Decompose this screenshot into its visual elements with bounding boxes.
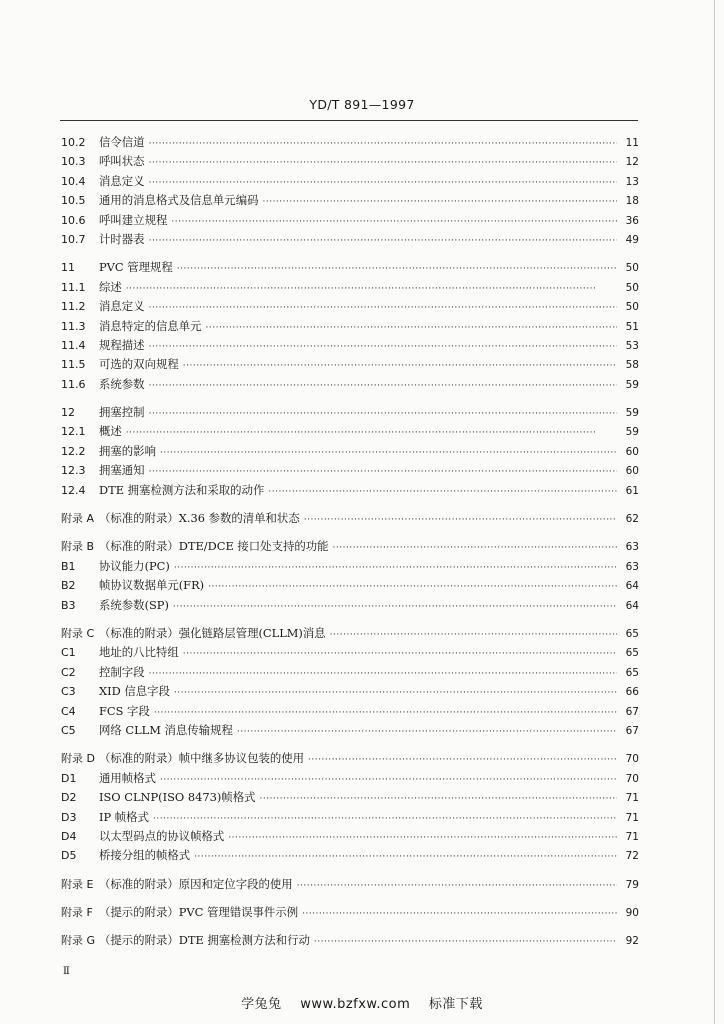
toc-leader-dots (160, 444, 617, 463)
toc-entry[interactable] (61, 808, 639, 827)
toc-entry[interactable] (61, 375, 639, 394)
toc-entry-title: 呼叫建立规程 (99, 212, 168, 227)
toc-entry-number: 11.2 (61, 300, 86, 314)
toc-entry[interactable] (61, 509, 639, 528)
toc-entry-page: 92 (625, 935, 639, 948)
toc-entry-number: 附录 C (61, 626, 95, 640)
toc-leader-dots (149, 232, 617, 251)
toc-entry-page: 67 (625, 724, 639, 737)
toc-entry-page: 71 (625, 792, 639, 805)
toc-entry[interactable] (61, 297, 639, 316)
page-edge-line (714, 0, 715, 1024)
toc-leader-dots (149, 299, 617, 318)
toc-entry-title: 控制字段 (99, 664, 145, 679)
toc-entry-page: 18 (625, 195, 639, 208)
toc-entry-page: 53 (625, 339, 639, 352)
toc-entry-page: 60 (625, 465, 639, 478)
toc-entry[interactable] (61, 827, 639, 846)
toc-entry-number: 12.4 (61, 483, 86, 497)
toc-entry-page: 63 (625, 560, 639, 573)
toc-entry-title: PVC 管理规程 (99, 260, 173, 275)
toc-entry-page: 58 (625, 359, 639, 372)
toc-entry-title: （标准的附录）强化链路层管理(CLLM)消息 (99, 625, 326, 640)
toc-entry-title: 拥塞控制 (99, 405, 145, 420)
toc-entry-title: （标准的附录）帧中继多协议包装的使用 (99, 751, 305, 766)
toc-entry-page: 60 (625, 445, 639, 458)
toc-entry-page: 50 (625, 262, 639, 275)
toc-entry-title: 通用帧格式 (99, 770, 156, 785)
toc-leader-dots (173, 598, 617, 617)
toc-leader-dots (149, 154, 617, 173)
toc-entry-number: C4 (61, 704, 76, 718)
toc-entry-number: 附录 F (61, 906, 93, 920)
toc-entry[interactable] (61, 788, 639, 807)
toc-entry-page: 70 (625, 753, 639, 766)
toc-entry-number: 附录 G (61, 934, 96, 948)
watermark-site: 学兔兔 (241, 997, 282, 1012)
toc-leader-dots (174, 684, 617, 703)
toc-entry-page: 70 (625, 772, 639, 785)
toc-entry-number: C2 (61, 665, 76, 679)
toc-entry-number: 11.4 (61, 338, 86, 352)
toc-entry-page: 11 (625, 137, 639, 149)
toc-entry-page: 71 (625, 830, 639, 843)
toc-leader-dots (297, 877, 617, 896)
toc-entry-page: 71 (625, 811, 639, 824)
toc-leader-dots (177, 260, 617, 279)
toc-entry-number: 附录 E (61, 877, 94, 891)
toc-entry-title: 帧协议数据单元(FR) (99, 578, 205, 593)
toc-entry-number: 附录 A (61, 512, 95, 526)
toc-entry[interactable] (61, 596, 639, 615)
toc-entry-page: 72 (625, 850, 639, 863)
toc-entry-number: 10.5 (61, 194, 86, 208)
toc-entry-number: 10.6 (61, 213, 86, 227)
toc-entry[interactable] (61, 317, 639, 336)
toc-leader-dots (314, 933, 617, 952)
toc-entry-number: 附录 D (61, 752, 95, 766)
toc-leader-dots (183, 645, 617, 664)
toc-entry-number: 11.1 (61, 280, 86, 294)
toc-leader-dots (259, 790, 617, 809)
toc-entry-number: D2 (61, 791, 77, 805)
toc-leader-dots (308, 751, 617, 770)
toc-entry-number: 12.3 (61, 464, 86, 478)
toc-entry-number: 10.7 (61, 232, 86, 246)
page-number: Ⅱ (63, 966, 70, 977)
toc-leader-dots (208, 578, 617, 597)
toc-entry[interactable] (61, 702, 639, 721)
toc-entry-number: D3 (61, 810, 77, 824)
toc-entry[interactable] (61, 278, 639, 297)
toc-entry-number: C5 (61, 723, 76, 737)
toc-entry-page: 61 (625, 484, 639, 497)
toc-entry[interactable] (61, 152, 639, 171)
toc-entry-title: （标准的附录）X.36 参数的清单和状态 (99, 511, 300, 526)
toc-entry-number: D4 (61, 829, 77, 843)
toc-entry-page: 65 (625, 627, 639, 640)
toc-entry-page: 50 (625, 281, 639, 294)
toc-entry-number: C3 (61, 685, 76, 699)
toc-entry-title: XID 信息字段 (99, 684, 170, 699)
toc-entry-title: FCS 字段 (99, 703, 150, 718)
toc-entry[interactable] (61, 481, 639, 500)
toc-entry-title: DTE 拥塞检测方法和采取的动作 (99, 482, 265, 497)
toc-entry-page: 59 (625, 378, 639, 391)
toc-entry-title: 通用的消息格式及信息单元编码 (99, 193, 259, 208)
toc-entry[interactable] (61, 846, 639, 865)
toc-entry[interactable] (61, 336, 639, 355)
toc-leader-dots (149, 377, 617, 396)
toc-leader-dots (194, 848, 617, 867)
toc-entry-number: 10.4 (61, 174, 86, 188)
toc-entry-page: 51 (625, 320, 639, 333)
toc-entry-title: 系统参数(SP) (99, 597, 169, 612)
toc-entry-page: 13 (625, 175, 639, 188)
toc-entry-number: D5 (61, 849, 77, 863)
toc-entry-title: 系统参数 (99, 376, 145, 391)
toc-entry-page: 36 (625, 214, 639, 227)
toc-entry[interactable] (61, 422, 639, 441)
toc-entry-title: 拥塞通知 (99, 463, 145, 478)
toc-entry-title: 消息特定的信息单元 (99, 318, 202, 333)
toc-leader-dots (304, 511, 617, 530)
toc-entry[interactable] (61, 172, 639, 191)
toc-entry[interactable] (61, 403, 639, 422)
toc-entry-page: 64 (625, 580, 639, 593)
toc-entry-title: 消息定义 (99, 173, 145, 188)
toc-entry-number: 11 (61, 261, 75, 275)
toc-entry-page: 66 (625, 686, 639, 699)
toc-entry-number: 12 (61, 406, 75, 420)
toc-entry[interactable] (61, 931, 639, 950)
toc-entry[interactable] (61, 461, 639, 480)
toc-entry-number: B3 (61, 598, 76, 612)
toc-entry-number: 11.3 (61, 319, 86, 333)
toc-entry-title: 消息定义 (99, 299, 145, 314)
toc-leader-dots (174, 559, 617, 578)
toc-entry-page: 90 (625, 907, 639, 920)
toc-entry-number: 12.1 (61, 425, 86, 439)
toc-entry-title: 网络 CLLM 消息传输规程 (99, 722, 233, 737)
table-of-contents (61, 133, 639, 951)
toc-entry-page: 79 (625, 878, 639, 891)
toc-entry-title: ISO CLNP(ISO 8473)帧格式 (99, 790, 256, 805)
toc-entry-page: 50 (625, 301, 639, 314)
toc-entry[interactable] (61, 133, 639, 152)
toc-entry[interactable] (61, 749, 639, 768)
toc-leader-dots (228, 829, 617, 848)
toc-entry-title: （提示的附录）DTE 拥塞检测方法和行动 (99, 933, 310, 948)
toc-leader-dots (126, 280, 617, 299)
toc-entry[interactable] (61, 191, 639, 210)
toc-entry-page: 49 (625, 233, 639, 246)
toc-entry-number: B2 (61, 579, 76, 593)
toc-entry-number: D1 (61, 771, 77, 785)
toc-entry-title: 呼叫状态 (99, 154, 145, 169)
toc-entry[interactable] (61, 875, 639, 894)
toc-entry[interactable] (61, 258, 639, 277)
toc-leader-dots (333, 539, 617, 558)
toc-leader-dots (206, 319, 617, 338)
toc-entry-title: 地址的八比特组 (99, 645, 179, 660)
toc-entry-title: 以太型码点的协议帧格式 (99, 828, 225, 843)
toc-leader-dots (302, 905, 617, 924)
toc-entry-title: 概述 (99, 424, 122, 439)
toc-entry[interactable] (61, 903, 639, 922)
toc-entry-title: 协议能力(PC) (99, 558, 170, 573)
watermark-url[interactable]: www.bzfxw.com (300, 997, 411, 1012)
toc-entry-page: 65 (625, 647, 639, 660)
toc-entry-page: 64 (625, 599, 639, 612)
toc-entry[interactable] (61, 230, 639, 249)
toc-entry[interactable] (61, 355, 639, 374)
toc-leader-dots (237, 723, 617, 742)
toc-leader-dots (149, 135, 617, 154)
toc-entry[interactable] (61, 769, 639, 788)
toc-entry-page: 67 (625, 705, 639, 718)
toc-entry[interactable] (61, 624, 639, 643)
toc-entry[interactable] (61, 682, 639, 701)
toc-entry[interactable] (61, 537, 639, 556)
toc-entry-number: 附录 B (61, 540, 95, 554)
toc-leader-dots (183, 357, 617, 376)
toc-entry-page: 59 (625, 407, 639, 420)
toc-entry-title: 综述 (99, 279, 122, 294)
toc-entry[interactable] (61, 442, 639, 461)
document-header: YD/T 891—1997 (309, 97, 415, 112)
toc-leader-dots (126, 424, 617, 443)
header-rule (60, 120, 638, 121)
toc-entry[interactable] (61, 576, 639, 595)
toc-entry-title: 计时器表 (99, 231, 145, 246)
toc-entry-number: B1 (61, 559, 76, 573)
toc-leader-dots (149, 665, 617, 684)
toc-entry-number: 10.3 (61, 155, 86, 169)
toc-entry-page: 62 (625, 513, 639, 526)
watermark (0, 993, 724, 1012)
toc-entry-page: 12 (625, 156, 639, 169)
toc-entry-number: 10.2 (61, 136, 86, 149)
toc-leader-dots (330, 626, 617, 645)
toc-entry-title: 信令信道 (99, 135, 145, 149)
toc-entry[interactable] (61, 211, 639, 230)
toc-entry-title: 规程描述 (99, 337, 145, 352)
toc-leader-dots (171, 213, 617, 232)
toc-entry-page: 59 (625, 426, 639, 439)
toc-entry-page: 65 (625, 666, 639, 679)
toc-entry-title: 可选的双向规程 (99, 357, 179, 372)
toc-entry-title: IP 帧格式 (99, 809, 149, 824)
toc-entry-title: 桥接分组的帧格式 (99, 848, 191, 863)
toc-entry[interactable] (61, 557, 639, 576)
toc-entry[interactable] (61, 643, 639, 662)
toc-entry-title: （标准的附录）原因和定位字段的使用 (99, 876, 293, 891)
toc-entry-number: C1 (61, 646, 76, 660)
toc-leader-dots (268, 483, 617, 502)
toc-entry[interactable] (61, 663, 639, 682)
toc-leader-dots (149, 338, 617, 357)
toc-entry-number: 11.5 (61, 358, 86, 372)
toc-entry-title: 拥塞的影响 (99, 443, 156, 458)
toc-entry-number: 11.6 (61, 377, 86, 391)
toc-entry[interactable] (61, 721, 639, 740)
toc-leader-dots (149, 405, 617, 424)
toc-entry-page: 63 (625, 541, 639, 554)
toc-entry-title: （标准的附录）DTE/DCE 接口处支持的功能 (99, 539, 329, 554)
toc-entry-title: （提示的附录）PVC 管理错误事件示例 (99, 905, 299, 920)
toc-entry-number: 12.2 (61, 444, 86, 458)
watermark-tag: 标准下载 (428, 997, 483, 1012)
toc-leader-dots (262, 193, 617, 212)
